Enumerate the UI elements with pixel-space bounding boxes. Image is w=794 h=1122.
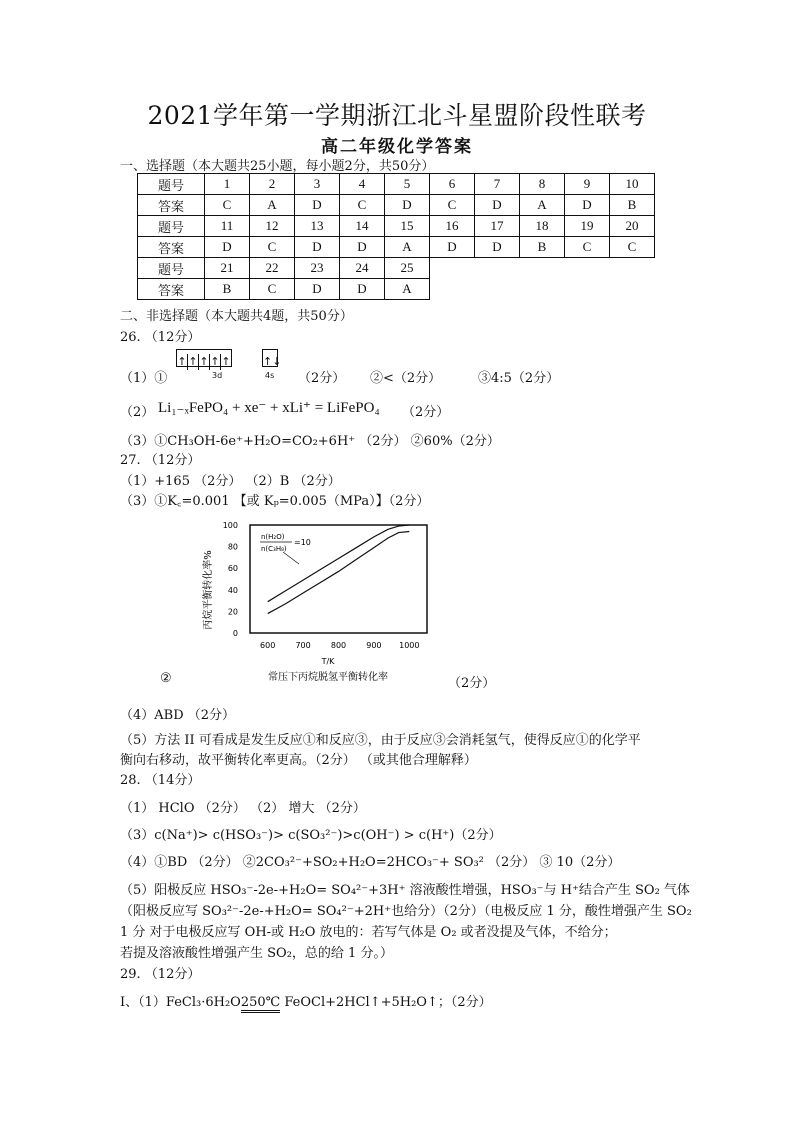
- q26-part2-prefix: （2）: [120, 405, 155, 420]
- reaction-condition: 250℃: [241, 996, 280, 1013]
- x-tick-label: 600: [260, 641, 276, 650]
- q26-part1-c: ③4:5（2分）: [478, 371, 560, 386]
- annotation-numerator: n(H₂O): [261, 533, 285, 541]
- orbital-3d-box: [176, 347, 232, 367]
- q28-part1-2: （1） HClO （2分） （2） 增大 （2分）: [120, 801, 366, 816]
- q29-part1-reactant: I、（1）FeCl₃·6H₂O: [120, 995, 241, 1010]
- table-cell: D: [565, 195, 610, 216]
- q27-part3-2-marker: ②: [160, 671, 172, 686]
- q28-heading: 28. （14分）: [120, 773, 201, 788]
- q26-part2-score: （2分）: [402, 405, 450, 420]
- q28-part5-line4: 若提及溶液酸性增强产生 SO₂，总的给 1 分。）: [120, 946, 393, 961]
- table-cell: D: [430, 237, 475, 258]
- orbital-3d-cell: ↑: [210, 354, 220, 368]
- table-empty-cell: [430, 279, 475, 300]
- q27-part3-2-score: （2分）: [448, 676, 496, 691]
- table-empty-cell: [565, 258, 610, 279]
- table-cell: D: [340, 279, 385, 300]
- chart-title: 常压下丙烷脱氢平衡转化率: [268, 672, 388, 683]
- table-row: [138, 279, 655, 300]
- table-cell: D: [475, 237, 520, 258]
- table-cell: 22: [250, 258, 295, 279]
- q26-part3: （3）①CH₃OH-6e⁺+H₂O=CO₂+6H⁺ （2分） ②60%（2分）: [120, 434, 500, 449]
- page-title: 2021学年第一学期浙江北斗星盟阶段性联考: [147, 101, 647, 130]
- q28-part5-line2: （阳极反应写 SO₃²⁻-2e-+H₂O= SO₄²⁻+2H⁺也给分）（2分）（电极反应 1 分，酸性增强产生 SO₂: [120, 904, 692, 919]
- table-cell: 24: [340, 258, 385, 279]
- table-cell: 23: [295, 258, 340, 279]
- table-cell: 18: [520, 216, 565, 237]
- annotation-leader: [283, 552, 299, 564]
- table-row-header: 答案: [138, 237, 205, 258]
- q28-part3: （3）c(Na⁺)> c(HSO₃⁻)> c(SO₃²⁻)>c(OH⁻) > c(H⁺)（2分）: [120, 828, 502, 843]
- section-nonchoice-heading: 二、非选择题（本大题共4题，共50分）: [120, 309, 353, 324]
- q27-part1-2: （1）+165 （2分） （2）B （2分）: [120, 474, 341, 489]
- table-row: [138, 195, 655, 216]
- table-empty-cell: [430, 258, 475, 279]
- y-tick-label: 20: [227, 607, 238, 617]
- table-cell: C: [205, 195, 250, 216]
- x-tick-label: 700: [295, 641, 311, 650]
- table-cell: A: [520, 195, 565, 216]
- table-row-header: 题号: [138, 258, 205, 279]
- table-cell: 15: [385, 216, 430, 237]
- table-cell: 5: [385, 174, 430, 195]
- table-cell: D: [295, 279, 340, 300]
- table-cell: D: [295, 195, 340, 216]
- q28-part5-line1: （5）阳极反应 HSO₃⁻-2e-+H₂O= SO₄²⁻+3H⁺ 溶液酸性增强，HSO₃⁻与 H⁺结合产生 SO₂ 气体: [120, 883, 690, 898]
- table-row: [138, 237, 655, 258]
- annotation-denominator: n(C₃H₈): [261, 545, 287, 553]
- table-cell: 4: [340, 174, 385, 195]
- table-cell: 3: [295, 174, 340, 195]
- orbital-4s-cell: ↑↓: [263, 354, 282, 368]
- table-cell: C: [430, 195, 475, 216]
- table-cell: B: [520, 237, 565, 258]
- plot-frame: [250, 525, 427, 633]
- orbital-3d-cell: ↑: [188, 354, 198, 368]
- x-tick-label: 1000: [399, 641, 420, 650]
- q26-part1-prefix: （1）①: [120, 371, 168, 386]
- orbital-3d-label: 3d: [212, 371, 223, 380]
- series-line-1: [268, 525, 410, 602]
- table-cell: A: [250, 195, 295, 216]
- table-row-header: 答案: [138, 279, 205, 300]
- y-axis-label: 丙烷平衡转化率%: [203, 550, 214, 630]
- table-cell: 7: [475, 174, 520, 195]
- q29-part1-products: FeOCl+2HCl↑+5H₂O↑；（2分）: [280, 995, 492, 1010]
- q28-part5-line3: 1 分 对于电极反应写 OH-或 H₂O 放电的：若写气体是 O₂ 或者没提及气体，不给分；: [120, 925, 617, 940]
- table-empty-cell: [610, 258, 655, 279]
- q26-heading: 26. （12分）: [120, 330, 201, 345]
- orbital-3d-cell: ↑: [177, 354, 187, 368]
- y-tick-label: 100: [222, 521, 238, 530]
- conversion-chart: [195, 512, 445, 687]
- table-empty-cell: [475, 279, 520, 300]
- table-cell: 1: [205, 174, 250, 195]
- page-subtitle: 高二年级化学答案: [321, 137, 473, 157]
- table-cell: 17: [475, 216, 520, 237]
- table-cell: 13: [295, 216, 340, 237]
- section-choice-heading: 一、选择题（本大题共25小题，每小题2分，共50分）: [120, 159, 435, 174]
- table-empty-cell: [520, 279, 565, 300]
- table-cell: 21: [205, 258, 250, 279]
- table-cell: 14: [340, 216, 385, 237]
- table-cell: B: [610, 195, 655, 216]
- y-tick-label: 0: [232, 629, 238, 638]
- q26-part2-equation: Li₁₋ₓFePO₄ + xe⁻ + xLi⁺ = LiFePO₄: [158, 400, 380, 416]
- table-cell: C: [250, 279, 295, 300]
- table-cell: 19: [565, 216, 610, 237]
- q27-heading: 27. （12分）: [120, 453, 201, 468]
- series-line-2: [268, 531, 410, 613]
- x-axis-label: T/K: [321, 657, 335, 666]
- table-cell: C: [340, 195, 385, 216]
- table-cell: 11: [205, 216, 250, 237]
- table-cell: 9: [565, 174, 610, 195]
- q27-part5-line2: 衡向右移动，故平衡转化率更高。（2分） （或其他合理解释）: [120, 753, 477, 768]
- q27-part4: （4）ABD （2分）: [120, 708, 236, 723]
- table-cell: D: [295, 237, 340, 258]
- q27-part3-1: （3）①K꜀=0.001 【或 Kₚ=0.005（MPa）】（2分）: [120, 494, 430, 509]
- table-cell: C: [565, 237, 610, 258]
- orbital-4s-label: 4s: [265, 371, 275, 380]
- q26-part1-b: ②<（2分）: [370, 371, 442, 386]
- table-empty-cell: [610, 279, 655, 300]
- table-cell: 6: [430, 174, 475, 195]
- q29-part1: [120, 991, 492, 1013]
- table-row-header: 题号: [138, 174, 205, 195]
- table-row-header: 答案: [138, 195, 205, 216]
- table-cell: 16: [430, 216, 475, 237]
- q28-part4: （4）①BD （2分） ②2CO₃²⁻+SO₂+H₂O=2HCO₃⁻+ SO₃² （2分） ③ 10（2分）: [120, 855, 621, 870]
- table-cell: 8: [520, 174, 565, 195]
- table-empty-cell: [475, 258, 520, 279]
- orbital-3d-cell: ↑: [199, 354, 209, 368]
- table-cell: B: [205, 279, 250, 300]
- answer-table: [137, 173, 655, 300]
- table-row: [138, 216, 655, 237]
- table-cell: 25: [385, 258, 430, 279]
- annotation-value: =10: [294, 538, 311, 547]
- table-empty-cell: [565, 279, 610, 300]
- table-cell: A: [385, 237, 430, 258]
- table-cell: 20: [610, 216, 655, 237]
- orbital-3d-cell: ↑: [221, 354, 231, 368]
- table-row: [138, 258, 655, 279]
- orbital-4s-box: [262, 347, 282, 368]
- table-row: [138, 174, 655, 195]
- table-cell: D: [340, 237, 385, 258]
- table-row-header: 题号: [138, 216, 205, 237]
- y-tick-label: 60: [227, 564, 238, 574]
- table-cell: D: [385, 195, 430, 216]
- table-cell: 12: [250, 216, 295, 237]
- y-tick-label: 80: [227, 542, 238, 552]
- x-tick-label: 900: [366, 641, 382, 650]
- y-tick-label: 40: [227, 585, 238, 595]
- table-cell: D: [475, 195, 520, 216]
- table-cell: D: [205, 237, 250, 258]
- table-cell: C: [610, 237, 655, 258]
- x-tick-label: 800: [330, 641, 347, 650]
- table-empty-cell: [520, 258, 565, 279]
- table-cell: 2: [250, 174, 295, 195]
- table-cell: A: [385, 279, 430, 300]
- q29-heading: 29. （12分）: [120, 967, 201, 982]
- q27-part5-line1: （5）方法 II 可看成是发生反应①和反应③，由于反应③会消耗氢气，使得反应①的化学平: [120, 733, 641, 748]
- q26-part1-score: （2分）: [298, 371, 346, 386]
- table-cell: 10: [610, 174, 655, 195]
- table-cell: C: [250, 237, 295, 258]
